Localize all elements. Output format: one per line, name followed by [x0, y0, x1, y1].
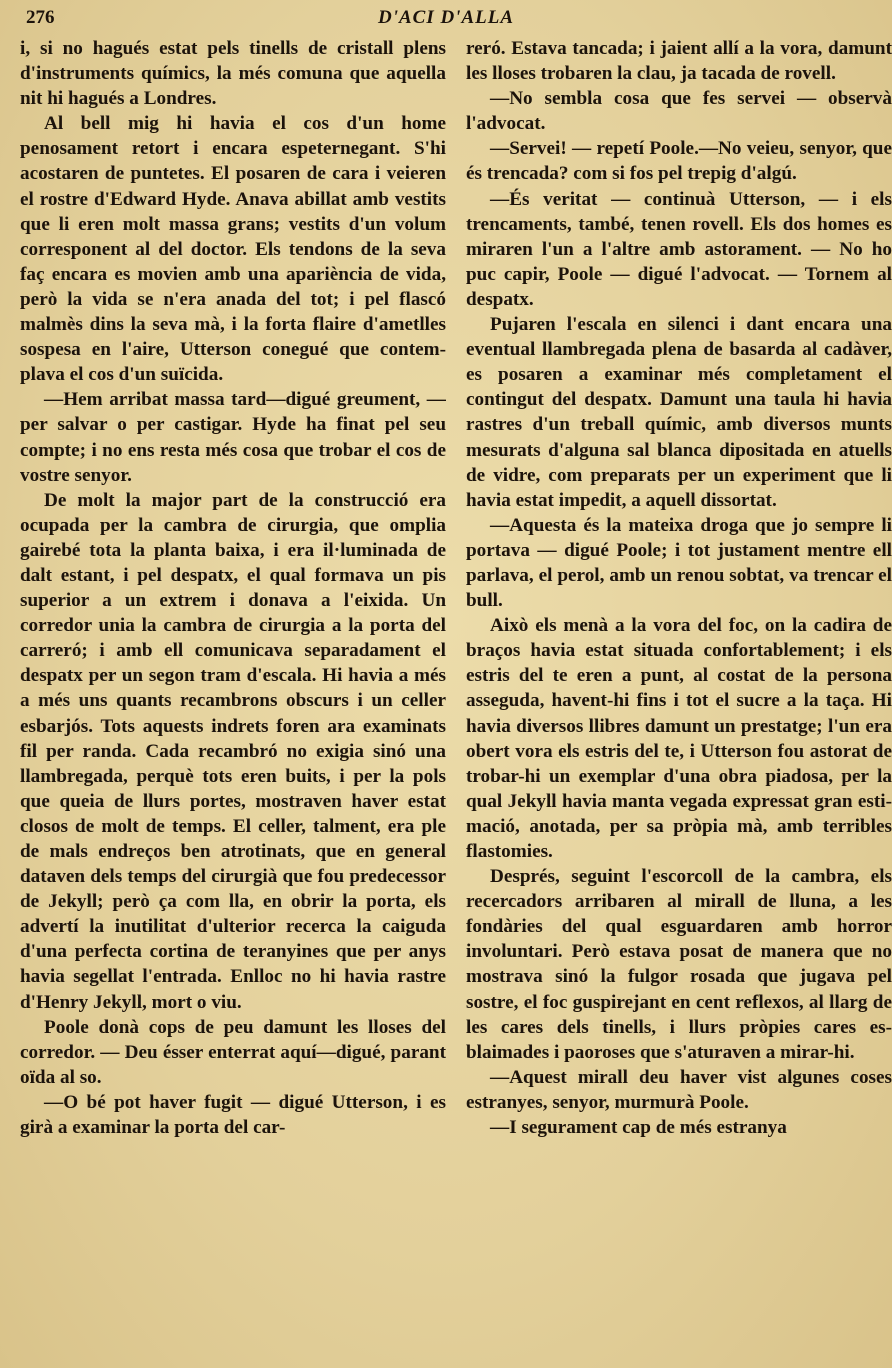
paragraph: —O bé pot haver fugit — digué Utterson, i es girà a examinar la porta del car- [20, 1091, 446, 1139]
running-head [22, 4, 870, 32]
paragraph: Al bell mig hi havia el cos d'un home penosament retort i encara espeternegant. S'hi acostaren de puntetes. El posaren de cara i veieren el rostre d'Edward Hyde. Anava abillat amb vestits que li eren molt massa grans; vestits d'un volum corresponent al del doctor. Els tendons de la seva faç encara es movien amb una apariència de vida, però la vida se n'era anada del tot; i pel flascó malmès dins la seva mà, i la forta flaire d'ametlles sospesa en l'aire, Utterson conegué que contemplava el cos d'un suïcida. [20, 113, 446, 386]
text-columns [20, 36, 892, 1358]
paragraph: De molt la major part de la construcció era ocupada per la cambra de cirurgia, que omplia gairebé tota la planta baixa, i era il·luminada de dalt estant, i pel despatx, el qual formava un pis superior a un extrem i donava a l'eixida. Un corredor unia la cambra de cirurgia a la porta del carreró; i amb ell comunicava separadament el despatx per un segon tram d'escala. Hi havia a més a més uns quants recambrons obscurs i un celler esbarjós. Tots aquests indrets foren ara examinats fil per randa. Cada recambró no exigia sinó una llambregada, perquè tots eren buits, i per la pols que queia de llurs portes, mostraven haver estat closos de molt de temps. El celler, talment, era ple de mals endreços ben atrotinats, que en general dataven dels temps del cirurgià que fou predecessor de Jekyll; però ça com lla, en obrir la porta, els advertí la inutilitat d'ulterior recerca la caiguda d'una perfecta cortina de teranyines que per anys havia segellat l'entrada. Enlloc no hi havia rastre d'Henry Jekyll, mort o viu. [20, 489, 446, 1013]
paragraph: i, si no hagués estat pels tinells de cristall plens d'instruments químics, la més comuna que aquella nit hi hagués a Londres. [20, 38, 446, 110]
paragraph: —Hem arribat massa tard—digué greument, — per salvar o per castigar. Hyde ha finat pel seu compte; i no ens resta més cosa que trobar el cos de vostre senyor. [20, 389, 446, 486]
paragraph: —Servei! — repetí Poole.—No veieu, senyor, que és trencada? com si fos pel trepig d'algú. [466, 138, 892, 185]
paragraph: Això els menà a la vora del foc, on la cadira de braços havia estat situada confortablement; i els estris del te eren a punt, al costat de la persona asseguda, havent-hi fins i tot el sucre a la taça. Hi havia diversos llibres damunt un prestatge; l'un era obert vora els estris del te, i Utterson fou astorat de trobar-hi un exemplar d'una obra piadosa, per la qual Jekyll havia manta vegada expressat gran estimació, anotada, per sa pròpia mà, amb terribles flastomies. [466, 615, 892, 862]
right-column [466, 36, 892, 1358]
paragraph: Després, seguint l'escorcoll de la cambra, els recercadors arribaren al mirall de lluna, a les fondàries del qual esguardaren amb horror involuntari. Però estava posat de manera que no mostrava sinó la fulgor rosada que jugava pel sostre, el foc guspirejant en cent reflexos, al llarg de les cares dels tinells, i llurs pròpies cares esblaimades i paoroses que s'aturaven a mirar-hi. [466, 866, 892, 1063]
paragraph: —Aquest mirall deu haver vist algunes coses estranyes, senyor, murmurà Poole. [466, 1066, 892, 1113]
paragraph: —I segurament cap de més estranya [490, 1117, 787, 1139]
paragraph: Poole donà cops de peu damunt les lloses del corredor. — Deu ésser enterrat aquí—digué, parant oïda al so. [20, 1016, 446, 1088]
paragraph: —No sembla cosa que fes servei — observà l'advocat. [466, 88, 892, 135]
paragraph: Pujaren l'escala en silenci i dant encara una eventual llambregada plena de basarda al cadàver, es posaren a examinar més completament el contingut del despatx. Damunt una taula hi havia rastres d'un treball químic, amb diversos munts mesurats d'alguna sal blanca dipositada en atuells de vidre, com preparats per un experiment que li havia estat impedit, a aquell dissortat. [466, 314, 892, 511]
left-column [20, 36, 446, 1358]
paragraph: reró. Estava tancada; i jaient allí a la vora, damunt les lloses trobaren la clau, ja tacada de rovell. [466, 38, 892, 85]
page-number: 276 [26, 7, 55, 28]
page-header-title: D'ACI D'ALLA [377, 7, 515, 28]
paragraph: —Aquesta és la mateixa droga que jo sempre li portava — digué Poole; i tot justament mentre ell parlava, el perol, amb un renou sobtat, va trencar el bull. [466, 514, 892, 612]
paragraph: —És veritat — continuà Utterson, — i els trencaments, també, tenen rovell. Els dos homes es miraren l'un a l'altre amb astorament. — No ho puc capir, Poole — digué l'advocat. — Tornem al despatx. [466, 188, 892, 310]
